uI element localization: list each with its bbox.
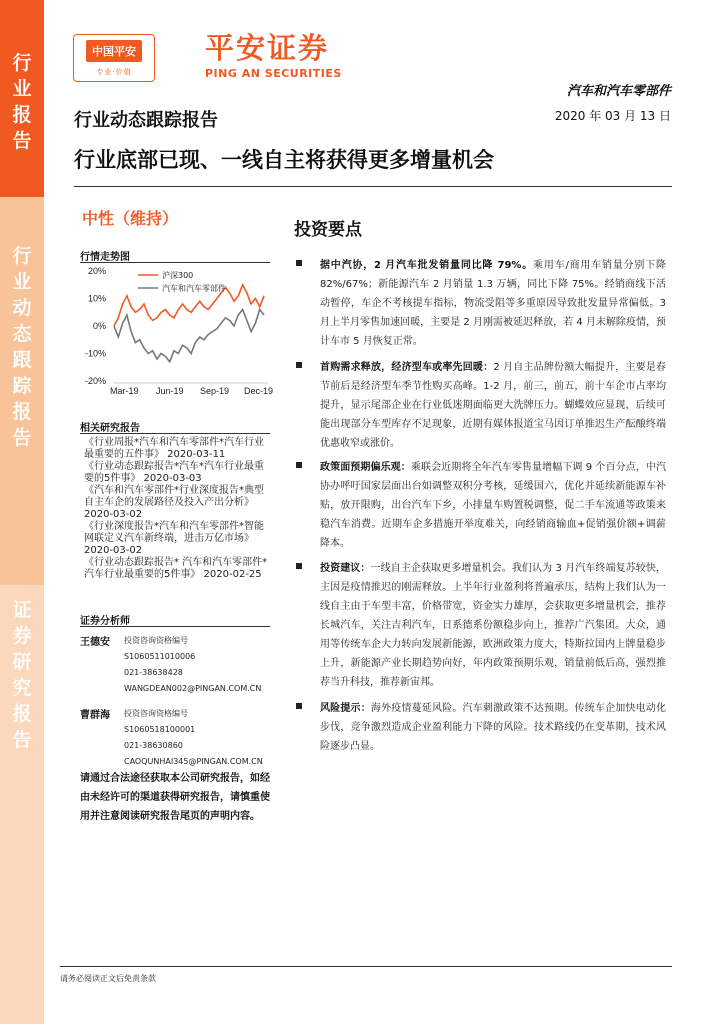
series-line xyxy=(114,310,264,362)
point-text xyxy=(320,559,666,692)
section-divider xyxy=(80,262,270,263)
point-body: 乘联会近期将全年汽车零售量增幅下调 9 个百分点，中汽协办呼吁国家层面出台如调整双积分考核，延缓国六，优化并延续新能源车补贴，放开限购，出台汽车下乡，小排量车购置税调整，促二手车流通等政策来稳汽车消费。近期车企多措施开举度难关，向经销商输血+促销强价额+调薪降本。 xyxy=(320,462,666,549)
bullet-icon xyxy=(296,362,302,368)
analyst-info xyxy=(124,706,263,770)
analyst-cert-label: 投资咨询资格编号 xyxy=(124,709,188,718)
related-report-item[interactable]: 《行业深度报告*汽车和汽车零部件*智能网联定义汽车新终端，进击万亿市场》 2020-03-02 xyxy=(84,521,264,556)
brand-en: PING AN SECURITIES xyxy=(205,67,342,80)
point-lead: 风险提示： xyxy=(320,703,371,714)
side-band-label: 行业动态跟踪报告 xyxy=(12,245,32,449)
group-name: 中国平安 xyxy=(86,40,142,62)
side-band-label: 证券研究报告 xyxy=(12,599,32,751)
side-band-label: 行业报告 xyxy=(12,52,32,152)
analyst-name: 王德安 xyxy=(80,637,110,648)
bullet-icon xyxy=(296,703,302,709)
point-text xyxy=(320,256,666,351)
y-tick-label: 0% xyxy=(92,321,106,331)
x-tick-label: Dec-19 xyxy=(244,386,274,396)
related-reports-list xyxy=(84,437,268,581)
point-text xyxy=(320,458,666,553)
investment-point xyxy=(296,358,666,453)
side-band-tracking-report xyxy=(0,197,44,585)
bullet-icon xyxy=(296,260,302,266)
point-lead: 首购需求释放，经济型车或率先回暖： xyxy=(320,362,494,373)
side-band-research-report xyxy=(0,585,44,1024)
related-report-item[interactable]: 《汽车和汽车零部件*行业深度报告*典型自主车企的发展路径及投入产出分析》 2020-03-02 xyxy=(84,485,264,520)
legend-label: 沪深300 xyxy=(162,271,194,280)
footer-note: 请务必阅读正文后免责条款 xyxy=(60,974,156,983)
point-lead: 据中汽协，2 月汽车批发销量同比降 79%。 xyxy=(320,260,534,271)
chart-legend xyxy=(138,270,226,293)
investment-point xyxy=(296,458,666,553)
footer-divider xyxy=(60,966,672,967)
page-title: 行业底部已现、一线自主将获得更多增量机会 xyxy=(74,148,494,172)
x-tick-label: Sep-19 xyxy=(200,386,230,396)
rating-badge: 中性（维持） xyxy=(82,209,179,228)
trend-chart-title: 行情走势图 xyxy=(80,252,130,263)
y-tick-label: 10% xyxy=(87,293,106,304)
analyst-email[interactable]: CAOQUNHAI345@PINGAN.COM.CN xyxy=(124,757,263,766)
section-divider xyxy=(80,626,270,627)
point-body: 乘用车/商用车销量分别下降 82%/67%；新能源汽车 2 月销量 1.3 万辆，同比下降 75%。经销商线下活动暂停，车企不考核提车指标，物流受阻等多重原因导致批发量异常偏低。3 月上半月零售加速回暖，主要是 2 月刚需被延迟释放，若 4 月末解除疫情，预计车市 5 月恢复正常。 xyxy=(320,260,667,347)
y-tick-label: -10% xyxy=(84,348,106,359)
point-body: 海外疫情蔓延风险。汽车刺激政策不达预期。传统车企加快电动化步伐，竞争激烈造成企业盈利能力下降的风险。技术路线仍在变革期，技术风险逐步凸显。 xyxy=(320,703,667,752)
industry-label: 汽车和汽车零部件 xyxy=(566,84,671,99)
point-body: 一线自主企获取更多增量机会。我们认为 3 月汽车终端复苏较快，主因是疫情推迟的刚需释放。上半年行业盈利将普遍承压，结构上我们认为一线自主由于车型丰富，价格带宽，资金实力雄厚，会获取更多增量机会，推荐长城汽车，关注吉利汽车，日系德系份额稳步向上，推荐广汽集团。大众，通用等传统车企大力转向发展新能源，欧洲政策力度大，特斯拉国内上牌量稳步上升，新能源产业长期趋势向好，年内政策预期乐观，销量前低后高，强烈推荐当升科技，推荐新宙邦。 xyxy=(320,563,666,688)
group-tagline: 专业·价值 xyxy=(96,67,132,76)
point-lead: 投资建议： xyxy=(320,563,371,574)
y-tick-label: -20% xyxy=(84,376,106,386)
analyst-phone: 021-38638428 xyxy=(124,668,183,677)
analyst-phone: 021-38630860 xyxy=(124,741,183,750)
related-reports-title: 相关研究报告 xyxy=(80,423,140,434)
y-tick-label: 20% xyxy=(87,266,106,276)
analyst-info xyxy=(124,633,261,697)
brand-cn: 平安证券 xyxy=(205,31,330,65)
ping-an-group-logo xyxy=(73,34,155,82)
analysts-title: 证券分析师 xyxy=(80,616,130,627)
bullet-icon xyxy=(296,563,302,569)
related-report-item[interactable]: 《行业周报*汽车和汽车零部件*汽车行业最重要的五件事》 2020-03-11 xyxy=(84,437,264,460)
related-report-item[interactable]: 《行业动态跟踪报告* 汽车和汽车零部件*汽车行业最重要的5件事》 2020-02-25 xyxy=(84,557,268,580)
report-type: 行业动态跟踪报告 xyxy=(74,110,218,131)
header-divider xyxy=(74,186,672,187)
analyst-cert-no: S1060511010006 xyxy=(124,652,196,661)
ping-an-securities-logo xyxy=(205,32,342,80)
point-body: 2 月自主品牌份额大幅提升，主要是春节前后是经济型车季节性购买高峰。1-2 月，前三，前五，前十车企市占率均提升，显示尾部企业在行业低迷期面临更大洗牌压力。蝴蝶效应显现，后续可能出现部分车型库存不足现象，近期有媒体报道宝马因订单推迟生产酝酿终端优惠收窄或涨价。 xyxy=(320,362,666,449)
point-text xyxy=(320,358,666,453)
analyst-email[interactable]: WANGDEAN002@PINGAN.COM.CN xyxy=(124,684,262,693)
analyst-cert-label: 投资咨询资格编号 xyxy=(124,636,188,645)
point-lead: 政策面预期偏乐观： xyxy=(320,462,411,473)
bullet-icon xyxy=(296,462,302,468)
side-band-industry-report xyxy=(0,0,44,197)
analyst-name: 曹群海 xyxy=(80,710,110,721)
investment-point xyxy=(296,699,666,756)
chart-lines xyxy=(114,285,264,362)
investment-highlights-title: 投资要点 xyxy=(294,220,362,240)
point-text xyxy=(320,699,666,756)
legend-label: 汽车和汽车零部件 xyxy=(162,284,226,293)
x-tick-label: Jun-19 xyxy=(156,386,184,396)
x-tick-label: Mar-19 xyxy=(110,386,139,396)
related-report-item[interactable]: 《行业动态跟踪报告*汽车*汽车行业最重要的5件事》 2020-03-03 xyxy=(84,461,264,484)
section-divider xyxy=(80,433,270,434)
report-date: 2020 年 03 月 13 日 xyxy=(554,109,671,123)
trend-chart xyxy=(80,265,275,405)
analyst-cert-no: S1060518100001 xyxy=(124,725,196,734)
disclaimer-text: 请通过合法途径获取本公司研究报告，如经由未经许可的渠道获得研究报告，请慎重使用并注意阅读研究报告尾页的声明内容。 xyxy=(80,773,270,822)
investment-point xyxy=(296,559,666,692)
investment-point xyxy=(296,256,666,351)
